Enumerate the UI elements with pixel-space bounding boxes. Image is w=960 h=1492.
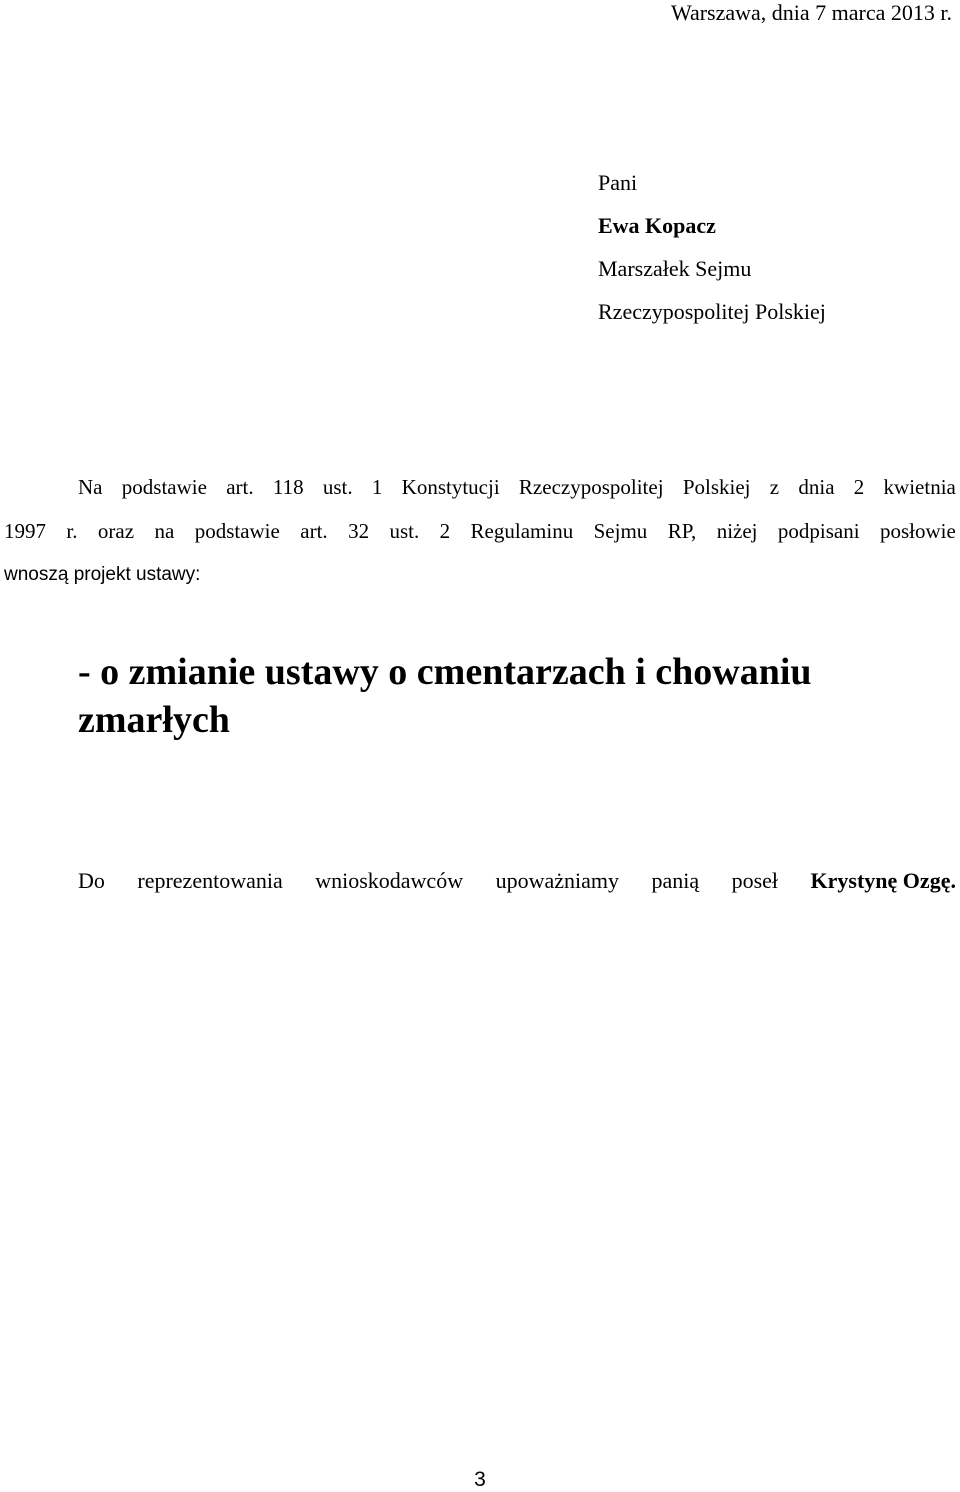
recipient-position: Marszałek Sejmu <box>598 256 752 281</box>
word: upoważniamy <box>495 868 619 893</box>
word: ust. <box>389 519 420 543</box>
word: Sejmu <box>593 519 648 543</box>
paragraph-line-3: wnoszą projekt ustawy: <box>4 564 201 585</box>
word: 118 <box>272 475 304 499</box>
word: Do <box>78 868 105 893</box>
word: reprezentowania <box>137 868 283 893</box>
word: Regulaminu <box>470 519 574 543</box>
recipient-institution: Rzeczypospolitej Polskiej <box>598 299 826 324</box>
document-date: Warszawa, dnia 7 marca 2013 r. <box>670 0 952 25</box>
word: na <box>154 519 175 543</box>
word: dnia <box>798 475 835 499</box>
word: z <box>769 475 780 499</box>
word: Polskiej <box>682 475 751 499</box>
word: Konstytucji <box>401 475 500 499</box>
word: podstawie <box>194 519 280 543</box>
page-number: 3 <box>474 1468 486 1491</box>
word: kwietnia <box>883 475 956 499</box>
recipient-salutation: Pani <box>598 170 638 195</box>
word: posłowie <box>880 519 956 543</box>
word: podpisani <box>777 519 860 543</box>
word: ust. <box>322 475 353 499</box>
word: Na <box>78 475 103 499</box>
word: 1 <box>371 475 383 499</box>
word: 2 <box>439 519 451 543</box>
paragraph-line-2 <box>4 516 956 560</box>
word: panią <box>651 868 700 893</box>
word: oraz <box>97 519 135 543</box>
recipient-name: Ewa Kopacz <box>598 213 716 238</box>
word: niżej <box>716 519 758 543</box>
word: 32 <box>348 519 370 543</box>
word: 2 <box>853 475 865 499</box>
word: poseł <box>731 868 779 893</box>
word: RP, <box>667 519 697 543</box>
word: art. <box>300 519 328 543</box>
legal-basis-paragraph <box>4 472 956 604</box>
bill-title: - o zmianie ustawy o cmentarzach i chowaniu zmarłych <box>78 651 812 741</box>
word: 1997 <box>4 519 46 543</box>
recipient-block <box>598 168 826 340</box>
representative-name: Krystynę Ozgę. <box>810 868 956 893</box>
word: Rzeczypospolitej <box>518 475 664 499</box>
word: podstawie <box>121 475 207 499</box>
word: r. <box>66 519 78 543</box>
representative-paragraph <box>78 866 956 896</box>
paragraph-line-1 <box>4 472 956 516</box>
word: art. <box>226 475 254 499</box>
word: wnioskodawców <box>315 868 464 893</box>
